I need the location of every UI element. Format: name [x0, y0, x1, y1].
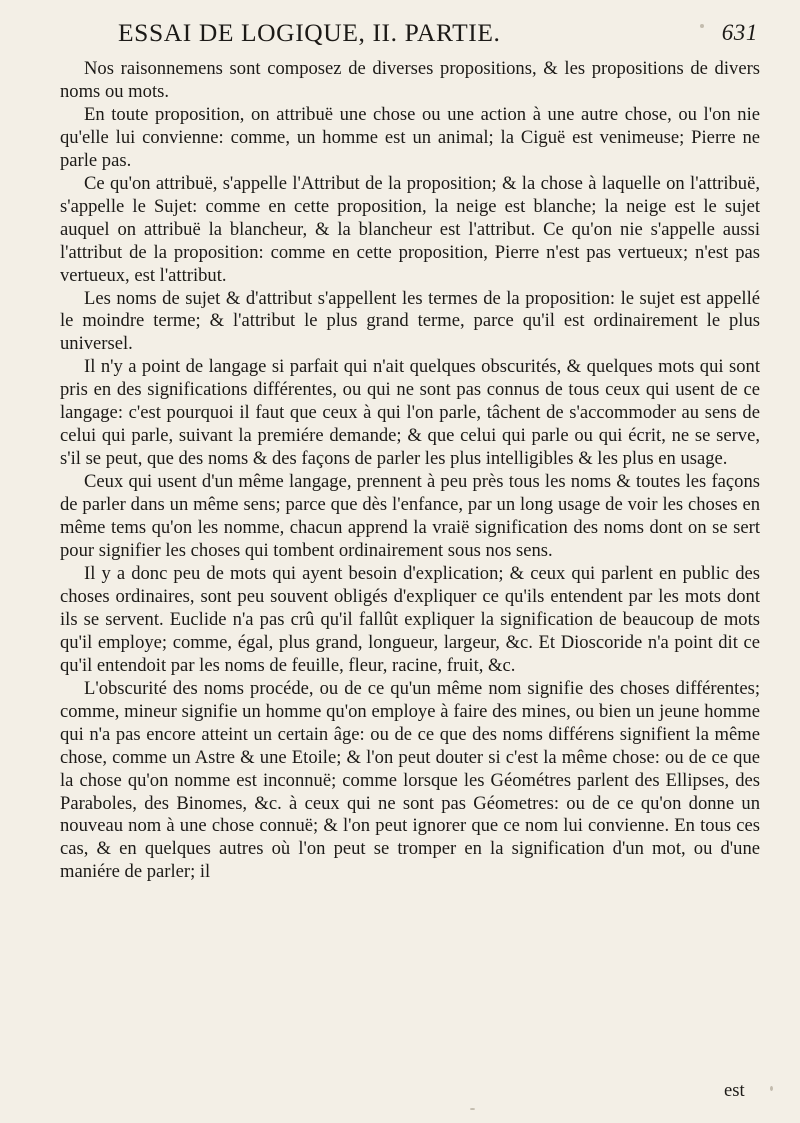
paper-speck — [700, 24, 704, 28]
running-header — [118, 18, 758, 48]
paper-speck — [770, 1086, 773, 1091]
paragraph: Les noms de sujet & d'attribut s'appellent les termes de la proposition: le sujet est appellé le moindre terme; & l'attribut le plus grand terme, parce qu'il est ordinairement le plus universel. — [60, 287, 760, 355]
catchword: est — [724, 1080, 745, 1101]
paragraph: En toute proposition, on attribuë une chose ou une action à une autre chose, ou l'on nie qu'elle lui convienne: comme, un homme est un animal; la Ciguë est venimeuse; Pierre ne parle pas. — [60, 103, 760, 171]
paragraph: Ce qu'on attribuë, s'appelle l'Attribut de la proposition; & la chose à laquelle on l'attribuë, s'appelle le Sujet: comme en cette proposition, la neige est blanche; la neige est le sujet auquel on attribuë la blancheur, & la blancheur est l'attribut. Ce qu'on nie s'appelle aussi l'attribut de la proposition: comme en cette proposition, Pierre n'est pas vertueux; n'est pas vertueux, est l'attribut. — [60, 172, 760, 286]
paragraph: Il y a donc peu de mots qui ayent besoin d'explication; & ceux qui parlent en public des choses ordinaires, sont peu souvent obligés d'expliquer ce qu'ils entendent par les mots dont ils se servent. Euclide n'a pas crû qu'il fallût expliquer la signification de beaucoup de mots qu'il employe; comme, égal, plus grand, longueur, largeur, &c. Et Dioscoride n'a point dit ce qu'il entendoit par les noms de feuille, fleur, racine, fruit, &c. — [60, 562, 760, 676]
header-title: ESSAI DE LOGIQUE, II. PARTIE. — [118, 18, 501, 47]
paragraph: Nos raisonnemens sont composez de diverses propositions, & les propositions de divers noms ou mots. — [60, 58, 760, 102]
paper-speck — [470, 1108, 475, 1110]
page-number: 631 — [721, 20, 758, 45]
paragraph: Ceux qui usent d'un même langage, prennent à peu près tous les noms & toutes les façons de parler dans un même sens; parce que dès l'enfance, par un long usage de voir les choses en même tems qu'on les nomme, chacun apprend la vraië signification des noms dont on se sert pour signifier les choses qui tombent ordinairement sous nos sens. — [60, 471, 760, 562]
paragraph: Il n'y a point de langage si parfait qui n'ait quelques obscurités, & quelques mots qui sont pris en des significations différentes, ou qui ne sont pas connus de tous ceux qui usent de ce langage: c'est pourquoi il faut que ceux à qui l'on parle, tâchent de s'accommoder au sens de celui qui parle, suivant la premiére demande; & que celui qui parle ou qui écrit, ne se serve, s'il se peut, que des noms & des façons de parler les plus intelligibles & les plus en usage. — [60, 356, 760, 470]
body-text — [60, 58, 760, 884]
paragraph: L'obscurité des noms procéde, ou de ce qu'un même nom signifie des choses différentes; comme, mineur signifie un homme qu'on employe à faire des mines, ou bien un jeune homme qui n'a pas encore atteint un certain âge: ou de ce que des noms différens signifient la même chose, comme un Astre & une Etoile; & l'on peut douter si c'est la même chose: ou de ce que la chose qu'on nomme est inconnuë; comme lorsque les Géométres parlent des Ellipses, des Paraboles, des Binomes, &c. à ceux qui ne sont pas Géometres: ou de ce qu'on donne un nouveau nom à une chose connuë; & l'on peut ignorer que ce nom lui convienne. En tous ces cas, & en quelques autres où l'on peut se tromper en la signification d'un mot, ou d'une maniére de parler; il — [60, 677, 760, 883]
